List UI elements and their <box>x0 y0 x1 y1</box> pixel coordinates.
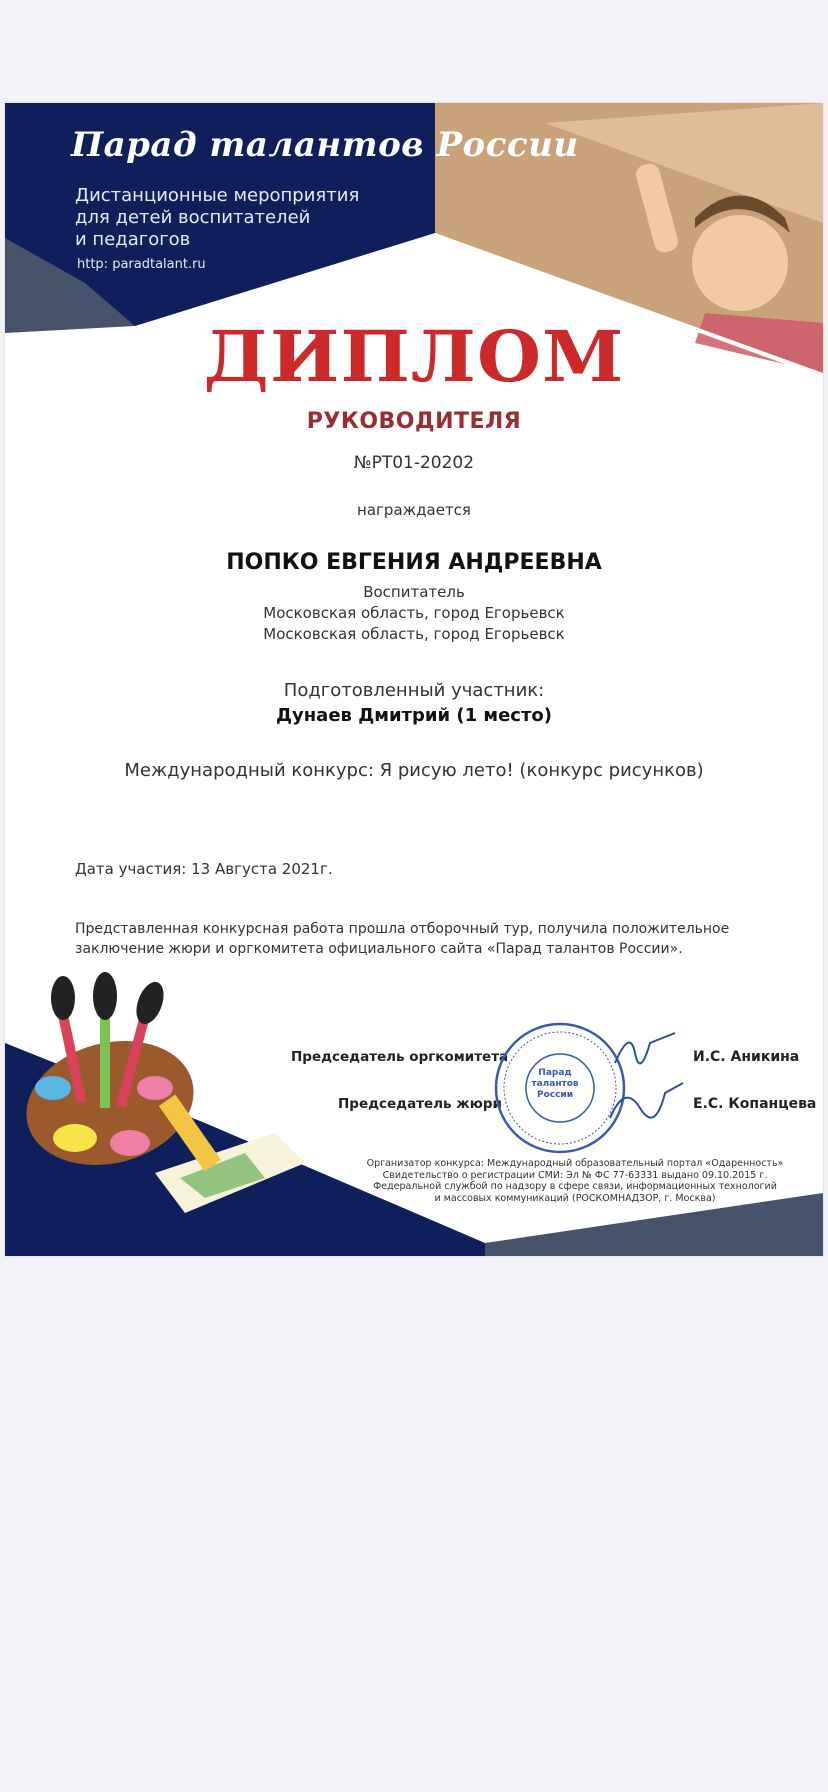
recipient-location: Московская область, город Егорьевск <box>263 604 565 622</box>
participant-name: Дунаев Дмитрий (1 место) <box>275 705 552 726</box>
diploma-subtitle: РУКОВОДИТЕЛЯ <box>306 409 522 434</box>
recipient-location-secondary: Московская область, город Егорьевск <box>263 625 565 643</box>
signature-2 <box>610 1083 683 1118</box>
brand-subtitle: Дистанционные мероприятия для детей воспитателей и педагогов <box>75 185 360 250</box>
diploma-page <box>5 103 823 1256</box>
awarded-label: награждается <box>357 501 471 519</box>
diploma-number: №РТ01-20202 <box>353 453 475 473</box>
recipient-position: Воспитатель <box>363 583 465 601</box>
prepared-participant-label: Подготовленный участник: <box>283 680 545 701</box>
stamp-center-text: Парад талантов России <box>531 1068 579 1100</box>
brand-url[interactable]: http: paradtalant.ru <box>77 257 206 272</box>
chair-jury-name: Е.С. Копанцева <box>693 1096 817 1112</box>
diploma-title: ДИПЛОМ <box>203 315 625 398</box>
participation-date: Дата участия: 13 Августа 2021г. <box>75 860 333 878</box>
organizer-footer: Организатор конкурса: Международный образовательный портал «Одаренность» Свидетельство о регистрации СМИ: Эл № ФС 77-63331 выдано 09.10.2015 г. Федеральной службой по надзору в сфере связи, информационных технологий и массовых коммуникаций (РОСКОМНАДЗОР, г. Москва) <box>366 1158 784 1204</box>
brand-title: Парад талантов России <box>71 125 579 165</box>
chair-jury-role: Председатель жюри <box>338 1096 502 1112</box>
signature-1 <box>615 1033 675 1063</box>
chair-orgcommittee-name: И.С. Аникина <box>693 1049 800 1065</box>
recipient-name: ПОПКО ЕВГЕНИЯ АНДРЕЕВНА <box>226 550 602 575</box>
child-face <box>692 215 788 311</box>
contest-name: Международный конкурс: Я рисую лето! (конкурс рисунков) <box>124 760 704 781</box>
signature-marks <box>605 1023 685 1133</box>
chair-orgcommittee-role: Председатель оргкомитета <box>291 1049 509 1065</box>
diploma-note: Представленная конкурсная работа прошла отборочный тур, получила положительное заключение жюри и оргкомитета официального сайта «Парад талантов России». <box>75 921 730 957</box>
